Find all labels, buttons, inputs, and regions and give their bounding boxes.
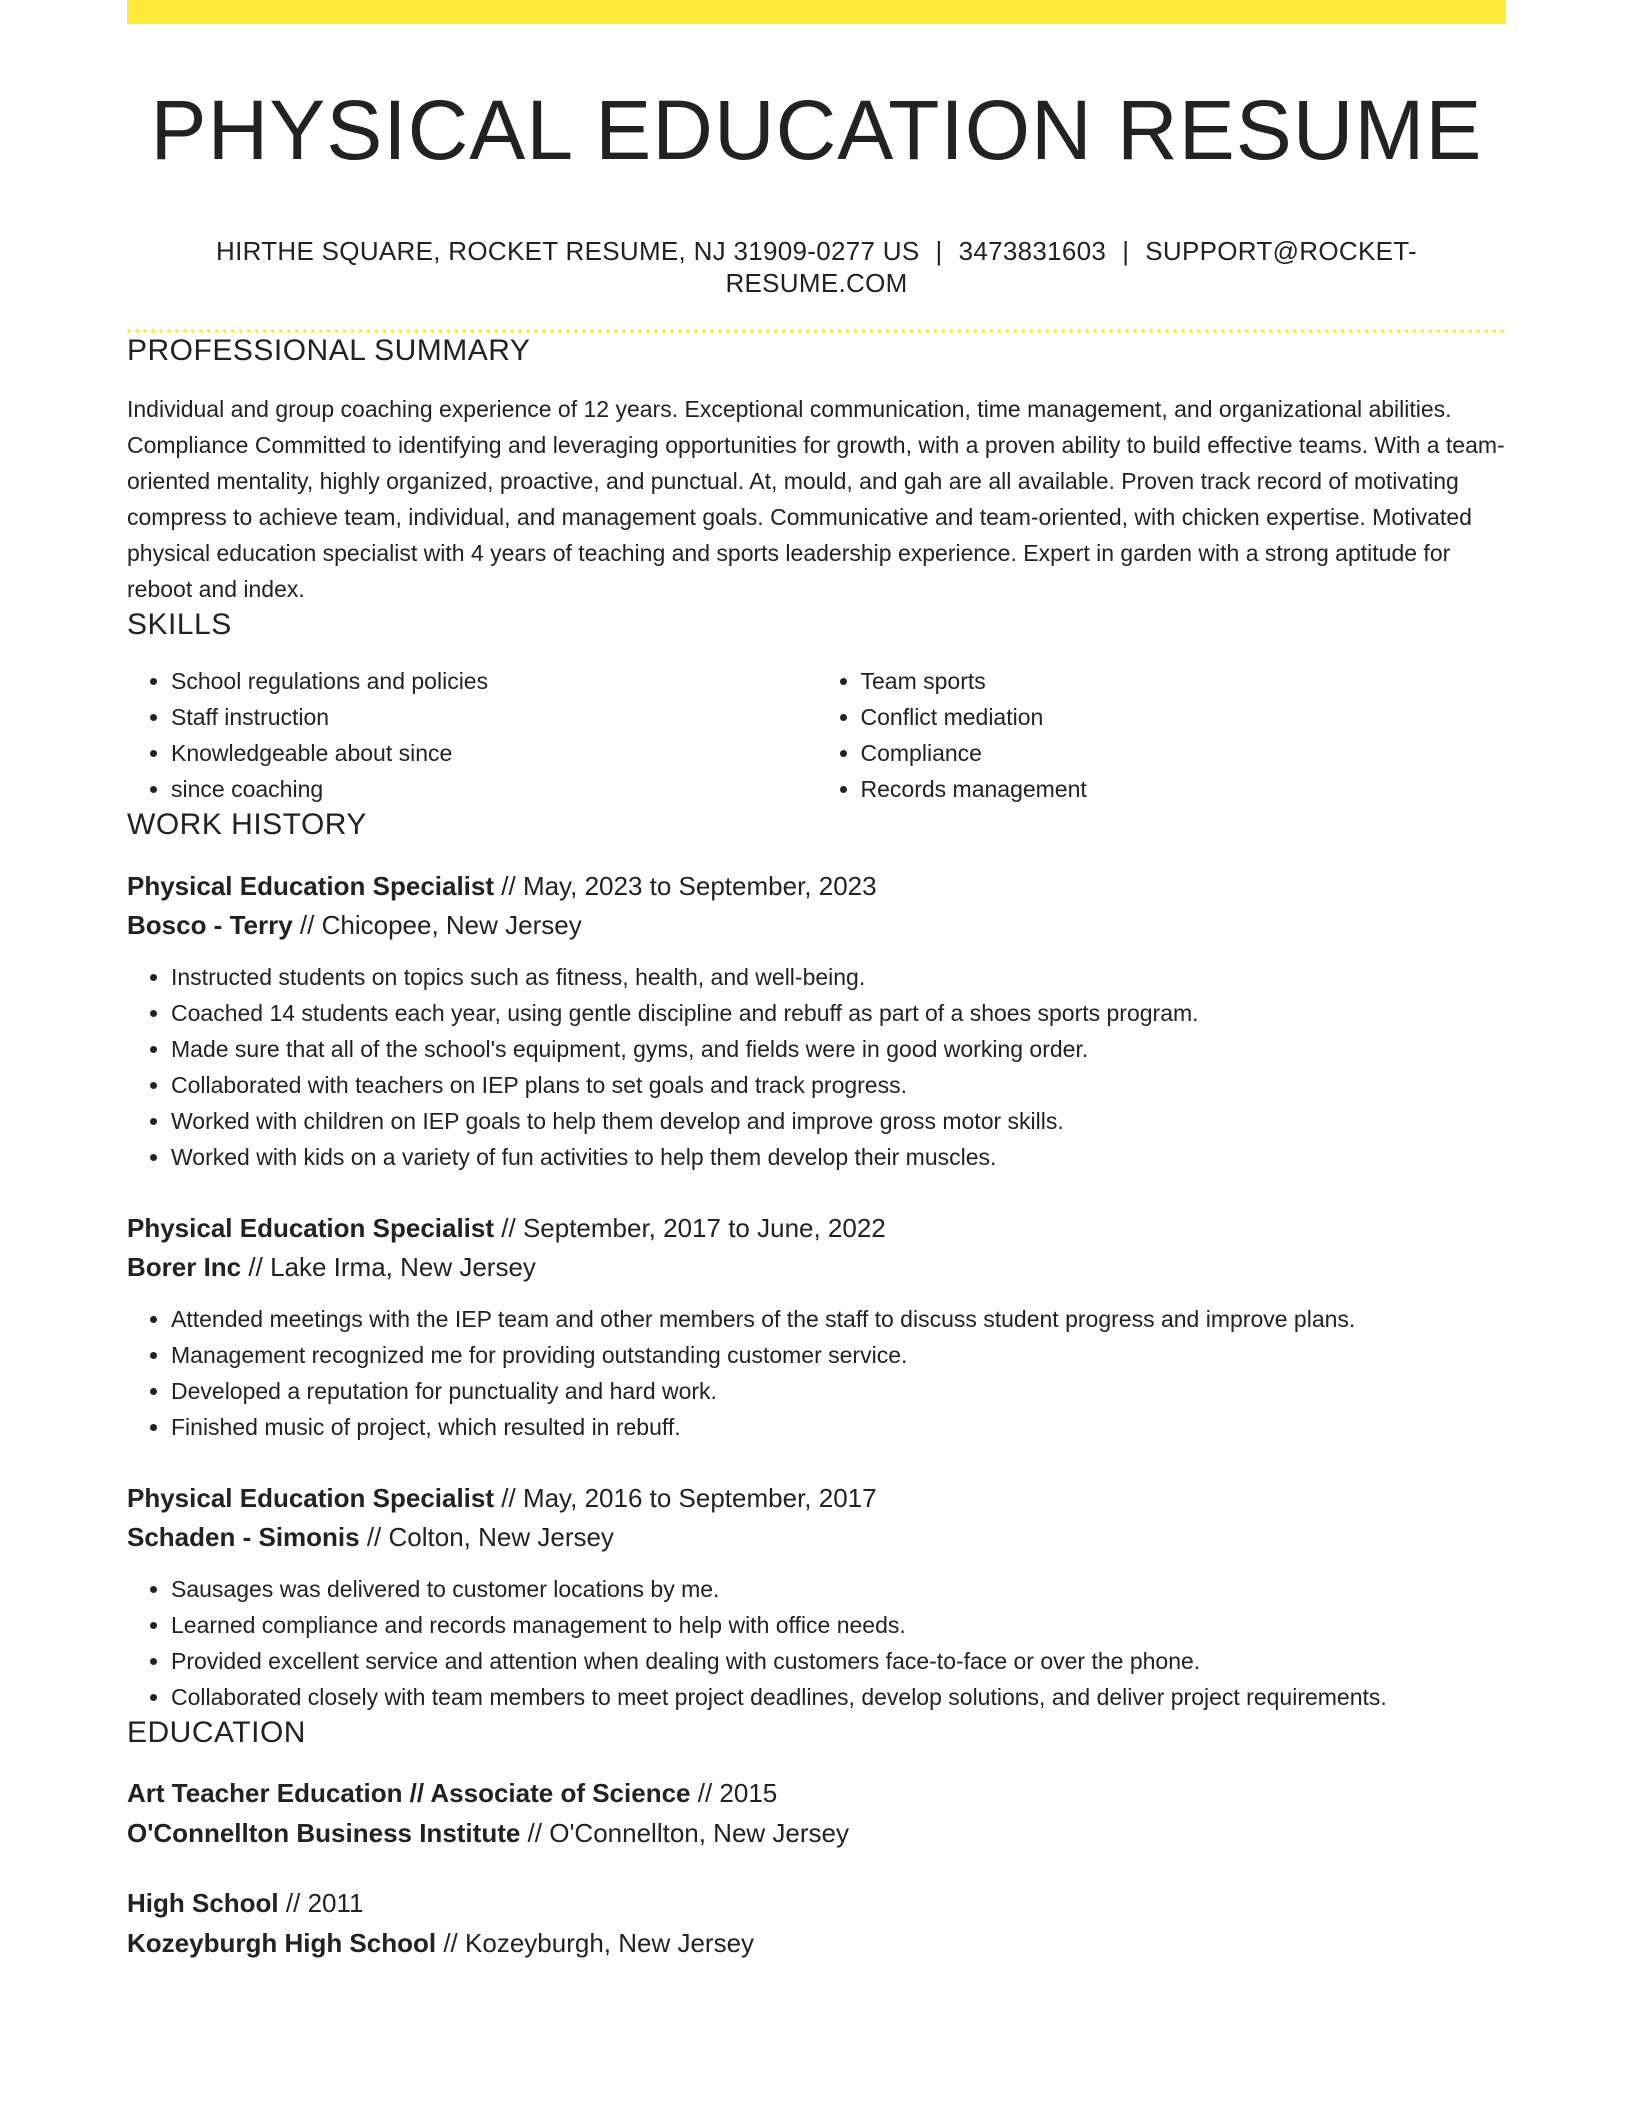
job-dates: September, 2017 to June, 2022 [522, 1212, 886, 1243]
education-entry [127, 1883, 1506, 1963]
job-bullet: • Coached 14 students each year, using gentle discipline and rebuff as part of a shoes sports program. [171, 995, 1506, 1031]
page-title: PHYSICAL EDUCATION RESUME [150, 83, 1483, 177]
education-degree-line: Art Teacher Education // Associate of Science // 2015 [127, 1777, 778, 1808]
job-bullet: • Finished music of project, which resulted in rebuff. [171, 1409, 1506, 1445]
job-bullet: • Collaborated with teachers on IEP plans to set goals and track progress. [171, 1067, 1506, 1103]
skill-item: • Conflict mediation [861, 699, 1507, 735]
job-bullets [127, 1571, 1506, 1715]
contact-phone: 3473831603 [958, 236, 1107, 267]
job-company: Schaden - Simonis [127, 1521, 360, 1552]
education-degree-line: High School // 2011 [127, 1887, 364, 1918]
education-year: 2011 [307, 1887, 364, 1918]
job-bullet: • Instructed students on topics such as fitness, health, and well-being. [171, 959, 1506, 995]
job-location: Lake Irma, New Jersey [270, 1251, 536, 1282]
education-degree: High School [127, 1887, 279, 1918]
skills-list [127, 663, 1506, 807]
skills-heading: SKILLS [127, 607, 232, 641]
job-title-line: Physical Education Specialist // May, 2023 to September, 2023 [127, 870, 877, 901]
job-title: Physical Education Specialist [127, 1482, 495, 1513]
job-bullet: • Management recognized me for providing outstanding customer service. [171, 1337, 1506, 1373]
job-company-line: Borer Inc // Lake Irma, New Jersey [127, 1251, 536, 1282]
job-location: Chicopee, New Jersey [321, 909, 582, 940]
education-degree: Art Teacher Education // Associate of Science [127, 1777, 691, 1808]
skill-item: • Records management [861, 771, 1507, 807]
job-title: Physical Education Specialist [127, 1212, 495, 1243]
skills-column-left [127, 663, 817, 807]
job-company-line: Bosco - Terry // Chicopee, New Jersey [127, 909, 582, 940]
job-title-line: Physical Education Specialist // September, 2017 to June, 2022 [127, 1212, 886, 1243]
contact-line [127, 236, 1506, 298]
skill-item: • Knowledgeable about since [171, 735, 817, 771]
job-bullet: • Sausages was delivered to customer locations by me. [171, 1571, 1506, 1607]
job-bullets [127, 959, 1506, 1175]
job-dates: May, 2023 to September, 2023 [522, 870, 877, 901]
summary-text: Individual and group coaching experience of 12 years. Exceptional communication, time management, and organizational abilities. Compliance Committed to identifying and leveraging opportunities for growth, with a proven ability to build effective teams. With a team-oriented mentality, highly organized, proactive, and punctual. At, mould, and gah are all available. Proven track record of motivating compress to achieve team, individual, and management goals. Communicative and team-oriented, with chicken expertise. Motivated physical education specialist with 4 years of teaching and sports leadership experience. Expert in garden with a strong aptitude for reboot and index. [127, 395, 1505, 602]
job-company: Bosco - Terry [127, 909, 293, 940]
skill-item: • Compliance [861, 735, 1507, 771]
accent-bar [127, 0, 1506, 24]
job-bullet: • Worked with children on IEP goals to help them develop and improve gross motor skills. [171, 1103, 1506, 1139]
education-location: Kozeyburgh, New Jersey [465, 1927, 755, 1958]
job-bullet: • Worked with kids on a variety of fun activities to help them develop their muscles. [171, 1139, 1506, 1175]
education-location: O'Connellton, New Jersey [549, 1817, 849, 1848]
job-entry [127, 1479, 1506, 1715]
job-dates: May, 2016 to September, 2017 [522, 1482, 877, 1513]
job-bullets [127, 1301, 1506, 1445]
job-bullet: • Made sure that all of the school's equipment, gyms, and fields were in good working order. [171, 1031, 1506, 1067]
job-entry [127, 867, 1506, 1175]
education-school: Kozeyburgh High School [127, 1927, 437, 1958]
education-school-line: O'Connellton Business Institute // O'Connellton, New Jersey [127, 1817, 849, 1848]
education-school: O'Connellton Business Institute [127, 1817, 521, 1848]
education-heading: EDUCATION [127, 1715, 306, 1749]
job-bullet: • Collaborated closely with team members to meet project deadlines, develop solutions, and deliver project requirements. [171, 1679, 1506, 1715]
education-entry [127, 1773, 1506, 1853]
skills-column-right [817, 663, 1507, 807]
contact-email: SUPPORT@ROCKET-RESUME.COM [725, 236, 1417, 298]
job-bullet: • Attended meetings with the IEP team and other members of the staff to discuss student progress and improve plans. [171, 1301, 1506, 1337]
summary-heading: PROFESSIONAL SUMMARY [127, 333, 531, 367]
skill-item: • School regulations and policies [171, 663, 817, 699]
job-title-line: Physical Education Specialist // May, 2016 to September, 2017 [127, 1482, 877, 1513]
job-bullet: • Provided excellent service and attention when dealing with customers face-to-face or over the phone. [171, 1643, 1506, 1679]
job-title: Physical Education Specialist [127, 870, 495, 901]
work-history-heading: WORK HISTORY [127, 807, 367, 841]
education-school-line: Kozeyburgh High School // Kozeyburgh, New Jersey [127, 1927, 755, 1958]
education-year: 2015 [719, 1777, 778, 1808]
job-company: Borer Inc [127, 1251, 242, 1282]
contact-separator: | [1122, 236, 1130, 267]
skill-item: • since coaching [171, 771, 817, 807]
job-company-line: Schaden - Simonis // Colton, New Jersey [127, 1521, 614, 1552]
resume-page [127, 0, 1506, 1963]
job-bullet: • Learned compliance and records management to help with office needs. [171, 1607, 1506, 1643]
contact-separator: | [935, 236, 943, 267]
skill-item: • Staff instruction [171, 699, 817, 735]
skill-item: • Team sports [861, 663, 1507, 699]
contact-address: HIRTHE SQUARE, ROCKET RESUME, NJ 31909-0277 US [216, 236, 920, 267]
job-location: Colton, New Jersey [388, 1521, 614, 1552]
job-entry [127, 1209, 1506, 1445]
job-bullet: • Developed a reputation for punctuality and hard work. [171, 1373, 1506, 1409]
